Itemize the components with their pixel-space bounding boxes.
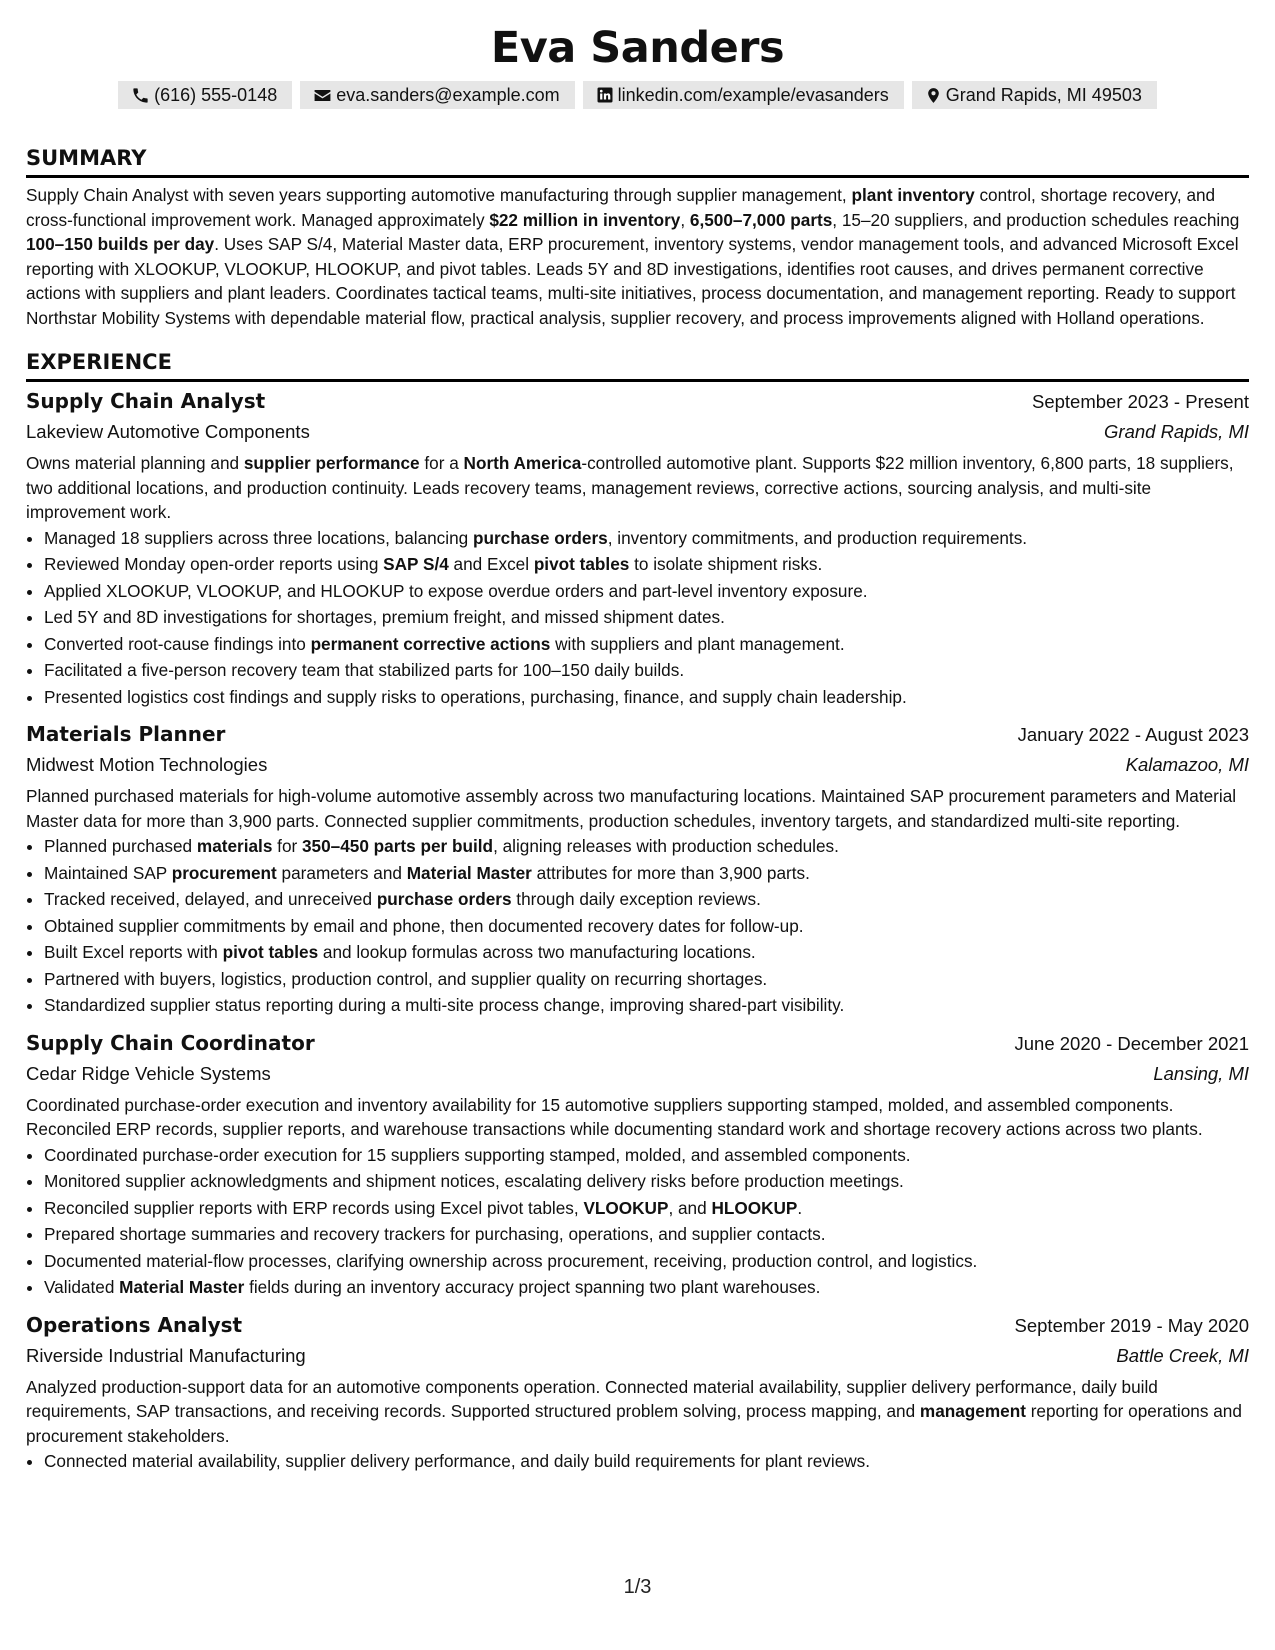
contact-bar (26, 81, 1249, 109)
job-subheader (26, 417, 1249, 447)
bold-text: $22 million in inventory (489, 209, 681, 230)
job-header (26, 386, 1249, 417)
bold-text: procurement (171, 862, 277, 883)
text-run: Built Excel reports with (44, 942, 223, 962)
contact-location (912, 81, 1157, 109)
bold-text: permanent corrective actions (310, 633, 551, 654)
company-name: Riverside Industrial Manufacturing (26, 1344, 306, 1366)
job-bullets (26, 1448, 1249, 1475)
job-location: Battle Creek, MI (1116, 1344, 1249, 1366)
text-run: and lookup formulas across two manufacturing locations. (318, 942, 756, 962)
summary-heading: SUMMARY (26, 143, 1249, 178)
text-run: Partnered with buyers, logistics, production control, and supplier quality on recurring shortages. (44, 968, 768, 989)
text-run: Validated (44, 1277, 120, 1297)
contact-email (300, 81, 574, 109)
text-run: with suppliers and plant management. (550, 633, 845, 654)
company-name: Midwest Motion Technologies (26, 754, 268, 775)
job-header (26, 719, 1249, 750)
job-summary (26, 451, 1249, 525)
job-subheader (26, 1059, 1249, 1089)
job-summary (26, 1093, 1249, 1142)
text-run: Reviewed Monday open-order reports using (44, 554, 384, 574)
bullet-item (44, 1248, 1249, 1275)
bold-text: pivot tables (222, 942, 319, 962)
text-run: fields during an inventory accuracy project spanning two plant warehouses. (244, 1277, 821, 1297)
job-subheader (26, 1341, 1249, 1371)
bold-text: SAP S/4 (383, 554, 449, 574)
text-run: , aligning releases with production schedules. (493, 836, 839, 856)
job-dates: September 2023 - Present (1032, 391, 1249, 412)
text-run: for a (419, 453, 464, 473)
job-dates: January 2022 - August 2023 (1017, 724, 1249, 745)
job-location: Lansing, MI (1153, 1062, 1249, 1084)
map-marker-icon (925, 86, 942, 105)
bullet-item (44, 966, 1249, 993)
text-run: Presented logistics cost findings and supply risks to operations, purchasing, finance, and supply chain leadership. (44, 686, 907, 707)
envelope-icon (313, 86, 332, 105)
bold-text: purchase orders (376, 889, 512, 909)
text-run: Planned purchased materials for high-volume automotive assembly across two manufacturing locations. Maintained SAP procurement parameters and Material Master data for more than 3,900 parts. Connected supplier commitments, production schedules, inventory targets, and standardized multi-site reporting. (26, 786, 1237, 831)
bold-text: 350–450 parts per build (302, 836, 494, 856)
bold-text: purchase orders (473, 527, 608, 548)
job-entry (26, 719, 1249, 1019)
bullet-item (44, 1448, 1249, 1475)
bold-text: 6,500–7,000 parts (689, 209, 833, 230)
job-title: Operations Analyst (26, 1312, 243, 1337)
text-run: Tracked received, delayed, and unreceived (44, 889, 377, 909)
bold-text: pivot tables (533, 554, 630, 574)
text-run: Converted root-cause findings into (44, 633, 311, 654)
bullet-item (44, 913, 1249, 940)
text-run: Owns material planning and (26, 453, 244, 473)
resume-content (26, 20, 1249, 1475)
job-bullets (26, 833, 1249, 1019)
bold-text: 100–150 builds per day (26, 234, 215, 254)
bullet-item (44, 631, 1249, 658)
text-run: , and (668, 1197, 712, 1218)
bold-text: supplier performance (243, 453, 420, 473)
bullet-item (44, 939, 1249, 966)
bold-text: Material Master (406, 862, 532, 883)
job-entry (26, 1310, 1249, 1475)
linkedin-icon (596, 86, 614, 104)
bullet-item (44, 992, 1249, 1019)
page-number: 1/3 (623, 1576, 652, 1598)
phone-text: (616) 555-0148 (154, 84, 278, 105)
text-run: Analyzed production-support data for an automotive components operation. Connected material availability, supplier delivery performance, daily build requirements, SAP transactions, and receiving records. Supported structured problem solving, process mapping, and (26, 1376, 1158, 1421)
summary-paragraph (26, 183, 1249, 330)
bullet-item (44, 833, 1249, 860)
job-subheader (26, 750, 1249, 780)
text-run: . Uses SAP S/4, Material Master data, ERP procurement, inventory systems, vendor management tools, and advanced Microsoft Excel reporting with XLOOKUP, VLOOKUP, HLOOKUP, and pivot tables. Leads 5Y and 8D investigations, identifies root causes, and drives permanent corrective actions with suppliers and plant leaders. Coordinates tactical teams, multi-site initiatives, process documentation, and management reporting. Ready to support Northstar Mobility Systems with dependable material flow, practical analysis, supplier recovery, and process improvements aligned with Holland operations. (26, 234, 1239, 328)
job-dates: September 2019 - May 2020 (1014, 1314, 1249, 1336)
text-run: reporting for operations and procurement stakeholders. (26, 1401, 1242, 1446)
bold-text: management (919, 1401, 1026, 1421)
text-run: Planned purchased (44, 836, 197, 856)
text-run: control, shortage recovery, and cross-functional improvement work. Managed approximately (26, 185, 1216, 230)
text-run: Maintained SAP (44, 862, 172, 883)
bold-text: plant inventory (851, 185, 975, 205)
company-name: Cedar Ridge Vehicle Systems (26, 1062, 271, 1084)
contact-linkedin (583, 81, 904, 109)
text-run: to isolate shipment risks. (629, 554, 823, 574)
experience-heading: EXPERIENCE (26, 347, 1249, 382)
bullet-item (44, 657, 1249, 684)
job-entry (26, 386, 1249, 710)
text-run: -controlled automotive plant. Supports $22 million inventory, 6,800 parts, 18 suppliers, two additional locations, and production continuity. Leads recovery teams, management reviews, corrective actions, sourcing analysis, and multi-site improvement work. (26, 453, 1234, 522)
text-run: attributes for more than 3,900 parts. (531, 862, 810, 883)
text-run: Standardized supplier status reporting during a multi-site process change, improving shared-part visibility. (44, 995, 845, 1015)
bullet-item (44, 1142, 1249, 1169)
contact-phone (118, 81, 292, 109)
bold-text: HLOOKUP (711, 1197, 798, 1218)
experience-list (26, 386, 1249, 1475)
bullet-item (44, 1168, 1249, 1195)
bullet-item (44, 525, 1249, 552)
bold-text: materials (196, 836, 273, 856)
text-run: Applied XLOOKUP, VLOOKUP, and HLOOKUP to expose overdue orders and part-level inventory exposure. (44, 580, 868, 601)
text-run: Led 5Y and 8D investigations for shortages, premium freight, and missed shipment dates. (44, 607, 725, 627)
text-run: Supply Chain Analyst with seven years supporting automotive manufacturing through supplier management, (26, 185, 852, 205)
bullet-item (44, 684, 1249, 711)
bullet-item (44, 551, 1249, 578)
job-title: Supply Chain Coordinator (26, 1030, 315, 1055)
job-title: Supply Chain Analyst (26, 389, 266, 413)
phone-icon (131, 86, 150, 105)
job-header (26, 1310, 1249, 1341)
text-run: Managed 18 suppliers across three locations, balancing (44, 527, 473, 548)
text-run: . (797, 1197, 803, 1218)
bullet-item (44, 1221, 1249, 1248)
job-header (26, 1028, 1249, 1059)
bold-text: Material Master (119, 1277, 245, 1297)
text-run: parameters and (276, 862, 407, 883)
bullet-item (44, 578, 1249, 605)
text-run: , inventory commitments, and production requirements. (607, 527, 1028, 548)
text-run: Coordinated purchase-order execution for 15 suppliers supporting stamped, molded, and assembled components. (44, 1144, 911, 1165)
bullet-item (44, 604, 1249, 631)
text-run: Documented material-flow processes, clarifying ownership across procurement, receiving, production control, and logistics. (44, 1250, 978, 1271)
job-location: Kalamazoo, MI (1125, 754, 1249, 775)
text-run: and Excel (448, 554, 534, 574)
job-bullets (26, 1142, 1249, 1301)
text-run: Obtained supplier commitments by email and phone, then documented recovery dates for follow-up. (44, 915, 804, 936)
job-title: Materials Planner (26, 722, 226, 746)
job-bullets (26, 525, 1249, 711)
company-name: Lakeview Automotive Components (26, 421, 310, 442)
text-run: Monitored supplier acknowledgments and shipment notices, escalating delivery risks before production meetings. (44, 1171, 904, 1191)
job-summary (26, 1375, 1249, 1449)
job-location: Grand Rapids, MI (1104, 421, 1249, 442)
text-run: for (272, 836, 302, 856)
job-summary (26, 784, 1249, 833)
bullet-item (44, 1274, 1249, 1301)
text-run: Connected material availability, supplier delivery performance, and daily build requirements for plant reviews. (44, 1451, 871, 1471)
text-run: , 15–20 suppliers, and production schedules reaching (832, 209, 1240, 230)
bold-text: VLOOKUP (583, 1197, 669, 1218)
bullet-item (44, 1195, 1249, 1222)
job-entry (26, 1028, 1249, 1301)
linkedin-text: linkedin.com/example/evasanders (617, 84, 889, 105)
candidate-name: Eva Sanders (490, 23, 785, 73)
text-run: Prepared shortage summaries and recovery trackers for purchasing, operations, and supplier contacts. (44, 1224, 826, 1244)
text-run: Reconciled supplier reports with ERP records using Excel pivot tables, (44, 1197, 584, 1218)
text-run: , (680, 209, 690, 230)
text-run: Facilitated a five-person recovery team that stabilized parts for 100–150 daily builds. (44, 660, 685, 680)
job-dates: June 2020 - December 2021 (1014, 1032, 1249, 1054)
text-run: Coordinated purchase-order execution and inventory availability for 15 automotive suppliers supporting stamped, molded, and assembled components. Reconciled ERP records, supplier reports, and warehouse transactions while documenting standard work and shortage recovery actions across two plants. (26, 1094, 1203, 1139)
bullet-item (44, 886, 1249, 913)
bullet-item (44, 860, 1249, 887)
bold-text: North America (463, 453, 582, 473)
email-text: eva.sanders@example.com (336, 84, 560, 105)
location-text: Grand Rapids, MI 49503 (945, 84, 1142, 105)
text-run: through daily exception reviews. (511, 889, 761, 909)
